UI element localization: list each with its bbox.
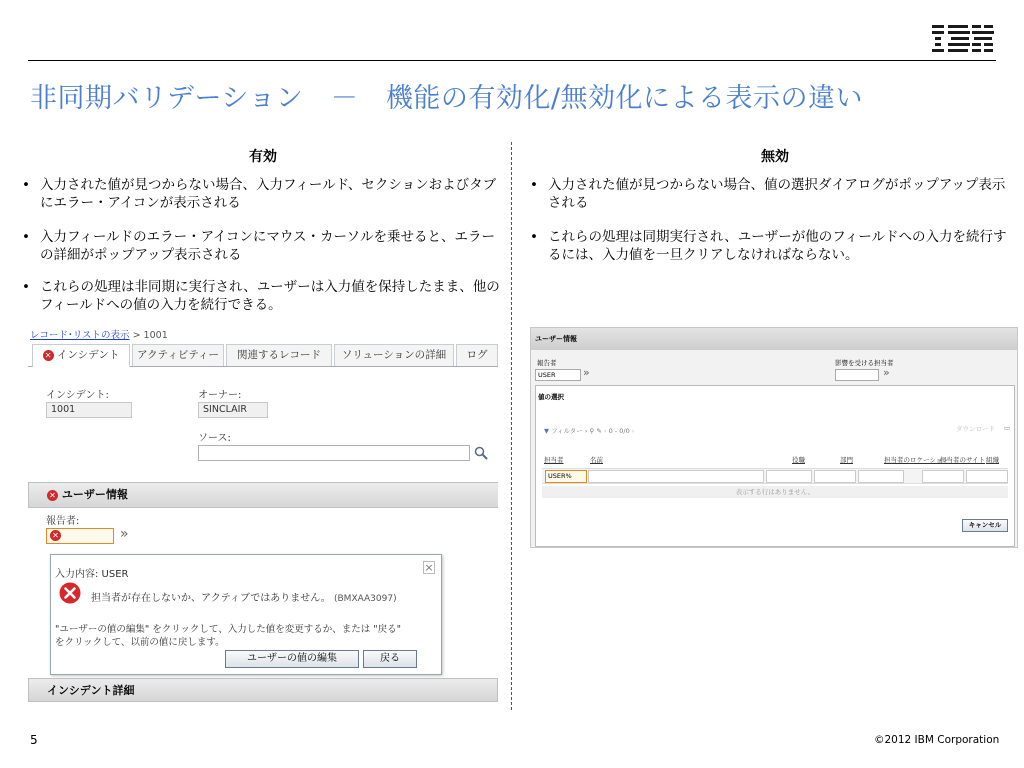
filter-input[interactable] [858, 470, 904, 483]
ibm-logo [930, 22, 996, 56]
reporter-field[interactable] [46, 528, 114, 544]
enabled-heading: 有効 [249, 149, 277, 165]
column-divider [511, 142, 512, 710]
download-link[interactable]: ダウンロード [956, 425, 995, 433]
search-icon[interactable]: › ⚲ [584, 427, 595, 435]
detail-menu-icon[interactable]: » [883, 366, 890, 379]
filter-icon[interactable]: ▼ [544, 427, 549, 435]
table-menu-icon[interactable]: ▭ [1004, 424, 1011, 432]
page-number: 5 [30, 733, 38, 747]
detail-menu-icon[interactable]: » [120, 526, 129, 542]
copyright: ©2012 IBM Corporation [874, 734, 1000, 746]
tab-label: インシデント [56, 349, 120, 361]
breadcrumb [30, 327, 168, 341]
empty-message: 表示する行はありません。 [542, 486, 1008, 498]
column-header[interactable]: 担当者のサイト [940, 456, 986, 464]
error-icon[interactable]: ✕ [50, 530, 61, 541]
source-field[interactable] [198, 445, 470, 461]
popup-help-line2: をクリックして、以前の値に戻します。 [55, 637, 225, 648]
slide-title: 非同期バリデーション － 機能の有効化/無効化による表示の違い [30, 83, 863, 114]
incident-field[interactable]: 1001 [46, 402, 132, 418]
user-info-section-header[interactable] [28, 482, 498, 508]
enabled-screenshot [28, 322, 498, 702]
error-code: (BMXAA3097) [334, 594, 397, 604]
popup-input-line: 入力内容: USER [55, 569, 129, 580]
popup-message [91, 589, 397, 604]
popup-help-line1: "ユーザーの値の編集" をクリックして、入力した値を変更するか、または "戻る" [55, 624, 401, 635]
source-label: ソース: [198, 433, 231, 444]
cancel-button[interactable]: キャンセル [962, 519, 1008, 532]
section-title: ユーザー情報 [61, 488, 128, 501]
column-header[interactable]: 名前 [590, 456, 603, 464]
pager-next-icon[interactable]: › [631, 427, 635, 435]
detail-menu-icon[interactable]: » [583, 366, 590, 379]
incident-label: インシデント: [46, 390, 109, 401]
close-icon[interactable]: × [424, 561, 434, 574]
search-icon[interactable] [474, 446, 488, 460]
filter-label[interactable]: フィルター [551, 427, 583, 435]
error-icon[interactable]: ✕ [43, 350, 54, 361]
column-header[interactable]: 担当者のロケーション [884, 456, 949, 464]
filter-input[interactable] [588, 470, 764, 483]
column-header[interactable]: 部門 [840, 456, 853, 464]
tab-log[interactable]: ログ [456, 344, 498, 366]
error-large-icon [59, 582, 81, 604]
header-rule [28, 60, 996, 61]
enabled-bullet: • これらの処理は非同期に実行され、ユーザーは入力値を保持したまま、他のフィールドへの値の入力を続行できる。 [22, 278, 500, 314]
disabled-bullet: • これらの処理は同期実行され、ユーザーが他のフィールドへの入力を続行するには、入力値を一旦クリアしなければならない。 [530, 228, 1012, 264]
disabled-heading: 無効 [761, 149, 789, 165]
tab-incident[interactable] [32, 344, 130, 367]
affected-person-label: 影響を受ける担当者 [835, 359, 894, 367]
tab-solution-details[interactable]: ソリューションの詳細 [334, 344, 454, 366]
breadcrumb-current: > 1001 [129, 330, 168, 341]
tab-activity[interactable]: アクティビティー [132, 344, 224, 366]
filter-input[interactable] [814, 470, 856, 483]
column-header[interactable]: 役職 [792, 456, 805, 464]
edit-icon[interactable]: ✎ [596, 427, 602, 435]
pager-text: 0 - 0/0 [608, 427, 630, 435]
filter-row [542, 468, 1008, 484]
column-header[interactable]: 担当者 [544, 456, 564, 464]
disabled-screenshot [530, 327, 1018, 548]
dialog-title: 値の選択 [538, 393, 564, 401]
breadcrumb-link[interactable]: レコード･リストの表示 [30, 330, 130, 341]
disabled-bullet: • 入力された値が見つからない場合、値の選択ダイアログがポップアップ表示される [530, 176, 1012, 212]
table-toolbar [544, 424, 1014, 438]
error-popup [50, 554, 442, 675]
select-value-dialog [535, 385, 1015, 547]
owner-label: オーナー: [198, 390, 242, 401]
tab-related-records[interactable]: 関連するレコード [226, 344, 332, 366]
pager-prev-icon[interactable]: ‹ [603, 427, 607, 435]
enabled-bullet: • 入力された値が見つからない場合、入力フィールド、セクションおよびタブにエラー・アイコンが表示される [22, 176, 500, 212]
incident-details-section-header[interactable]: インシデント詳細 [28, 678, 498, 702]
edit-user-value-button[interactable]: ユーザーの値の編集 [225, 650, 359, 668]
filter-input[interactable] [922, 470, 964, 483]
reporter-label: 報告者 [537, 359, 557, 367]
filter-input[interactable]: USER% [545, 470, 587, 483]
user-info-section-header[interactable]: ユーザー情報 [531, 328, 1017, 350]
error-icon[interactable]: ✕ [47, 490, 58, 501]
affected-person-field[interactable] [835, 369, 879, 381]
owner-field[interactable]: SINCLAIR [198, 402, 268, 418]
filter-input[interactable] [766, 470, 812, 483]
error-message-text: 担当者が存在しないか、アクティブではありません。 [91, 593, 331, 604]
filter-input[interactable] [966, 470, 1008, 483]
enabled-bullet: • 入力フィールドのエラー・アイコンにマウス・カーソルを乗せると、エラーの詳細がポップアップ表示される [22, 228, 500, 264]
back-button[interactable]: 戻る [363, 650, 417, 668]
column-header[interactable]: 組織 [986, 456, 999, 464]
reporter-label: 報告者: [46, 516, 80, 527]
tab-bar [28, 344, 498, 367]
reporter-field[interactable]: USER [535, 369, 581, 381]
